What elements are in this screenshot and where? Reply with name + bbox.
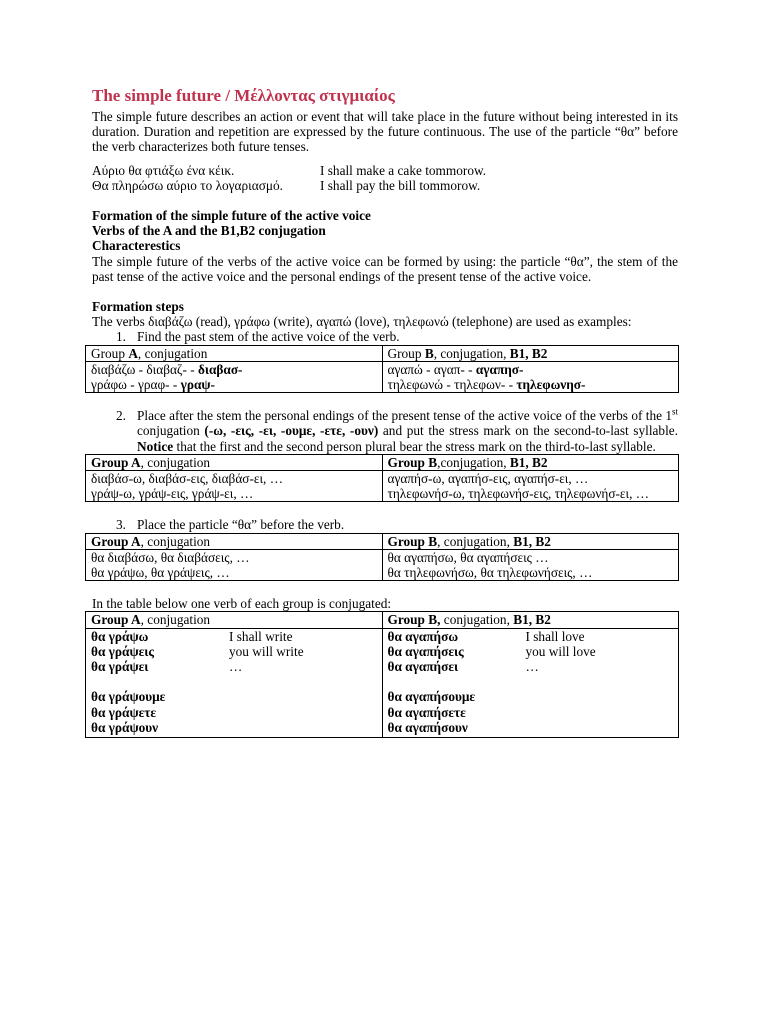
step-2 xyxy=(92,408,678,454)
table-header-group-b: Group B,conjugation, B1, B2 xyxy=(382,454,679,470)
conjugation-row: θα γράψει … xyxy=(91,659,243,675)
example-greek: Θα πληρώσω αύριο το λογαριασμό. xyxy=(92,177,283,193)
step-text: Place the particle “θα” before the verb. xyxy=(137,517,345,533)
table-header-group-a: Group A, conjugation xyxy=(86,454,383,470)
table-cell-group-b xyxy=(382,628,679,737)
conjugation-row: θα αγαπήσουμε xyxy=(387,689,476,705)
table-header-group-a: Group A, conjugation xyxy=(86,533,383,549)
table-cell-group-a: θα διαβάσω, θα διαβάσεις, … θα γράψω, θα γράψεις, … xyxy=(86,549,383,580)
table-cell-group-a: διαβάζω - διαβαζ- - διαβασ- γράφω - γραφ- - γραψ- xyxy=(86,361,383,392)
table-header-group-b: Group B, conjugation, B1, B2 xyxy=(382,533,679,549)
conjugation-row: θα γράψετε xyxy=(91,704,157,720)
table-header-group-b: Group B, conjugation, B1, B2 xyxy=(382,612,679,628)
conjugation-row: θα γράψουν xyxy=(91,719,159,735)
conjugation-row: θα γράψω I shall write xyxy=(91,628,293,644)
conjugation-row: θα αγαπήσουν xyxy=(387,719,468,735)
particle-table xyxy=(85,533,679,582)
table-cell-group-a xyxy=(86,628,383,737)
table-header-group-b: Group B, conjugation, B1, B2 xyxy=(382,345,679,361)
step-1 xyxy=(92,329,678,344)
conjugation-row: θα αγαπήσω I shall love xyxy=(387,628,585,644)
conjugation-table xyxy=(85,611,679,738)
example-sentences xyxy=(92,163,678,193)
formation-heading: Formation of the simple future of the active voice xyxy=(92,208,371,224)
steps-intro: The verbs διαβάζω (read), γράφω (write), αγαπώ (love), τηλεφωνώ (telephone) are used as examples: xyxy=(92,314,632,330)
conjugation-row: θα αγαπήσετε xyxy=(387,704,466,720)
step-number: 2. xyxy=(116,408,126,424)
conjugation-row: θα γράψουμε xyxy=(91,689,166,705)
step-3 xyxy=(92,517,678,532)
conjugation-row: θα αγαπήσει … xyxy=(387,659,539,675)
conjugation-row: θα γράψεις you will write xyxy=(91,643,304,659)
step-number: 1. xyxy=(116,329,126,345)
conjugation-heading: Verbs of the A and the B1,B2 conjugation xyxy=(92,223,326,239)
table-cell-group-b: αγαπώ - αγαπ- - αγαπησ- τηλεφωνώ - τηλεφων- - τηλεφωνησ- xyxy=(382,361,679,392)
example-english: I shall pay the bill tommorow. xyxy=(320,177,481,193)
stems-table xyxy=(85,345,679,394)
example-row xyxy=(92,163,678,178)
endings-table xyxy=(85,454,679,503)
example-row xyxy=(92,178,678,193)
formation-paragraph: The simple future of the verbs of the active voice can be formed by using: the particle “θα”, the stem of the past tense of the active voice and the personal endings of the present tense of the active voice. xyxy=(92,253,678,284)
table-header-group-a: Group A, conjugation xyxy=(86,612,383,628)
conjugation-row: θα αγαπήσεις you will love xyxy=(387,643,596,659)
step-number: 3. xyxy=(116,517,126,533)
conjugation-table-intro: In the table below one verb of each group is conjugated: xyxy=(92,596,392,612)
table-header-group-a: Group A, conjugation xyxy=(86,345,383,361)
page-title: The simple future / Μέλλοντας στιγμιαίος xyxy=(92,86,395,105)
example-english: I shall make a cake tommorow. xyxy=(320,162,487,178)
step-text: Place after the stem the personal endings of the present tense of the active voice of the verbs of the 1st conjugation (-ω, -εις, -ει, -ουμε, -ετε, -ουν) and put the stress mark on the second-to-last syllable. Notice that the first and the second person plural bear the stress mark on the third-to-last syllable. xyxy=(137,406,678,454)
step-text: Find the past stem of the active voice of the verb. xyxy=(137,329,400,345)
document-page xyxy=(92,86,678,738)
example-greek: Αύριο θα φτιάξω ένα κέικ. xyxy=(92,162,235,178)
table-cell-group-b: θα αγαπήσω, θα αγαπήσεις … θα τηλεφωνήσω, θα τηλεφωνήσεις, … xyxy=(382,549,679,580)
intro-paragraph: The simple future describes an action or event that will take place in the future without being interested in its duration. Duration and repetition are expressed by the future continuous. The use of the particle “θα” before the verb characterizes both future tenses. xyxy=(92,109,678,155)
table-cell-group-b: αγαπήσ-ω, αγαπήσ-εις, αγαπήσ-ει, … τηλεφωνήσ-ω, τηλεφωνήσ-εις, τηλεφωνήσ-ει, … xyxy=(382,471,679,502)
characteristics-heading: Characterestics xyxy=(92,238,181,254)
table-cell-group-a: διαβάσ-ω, διαβάσ-εις, διαβάσ-ει, … γράψ-ω, γράψ-εις, γράψ-ει, … xyxy=(86,471,383,502)
steps-heading: Formation steps xyxy=(92,299,184,315)
